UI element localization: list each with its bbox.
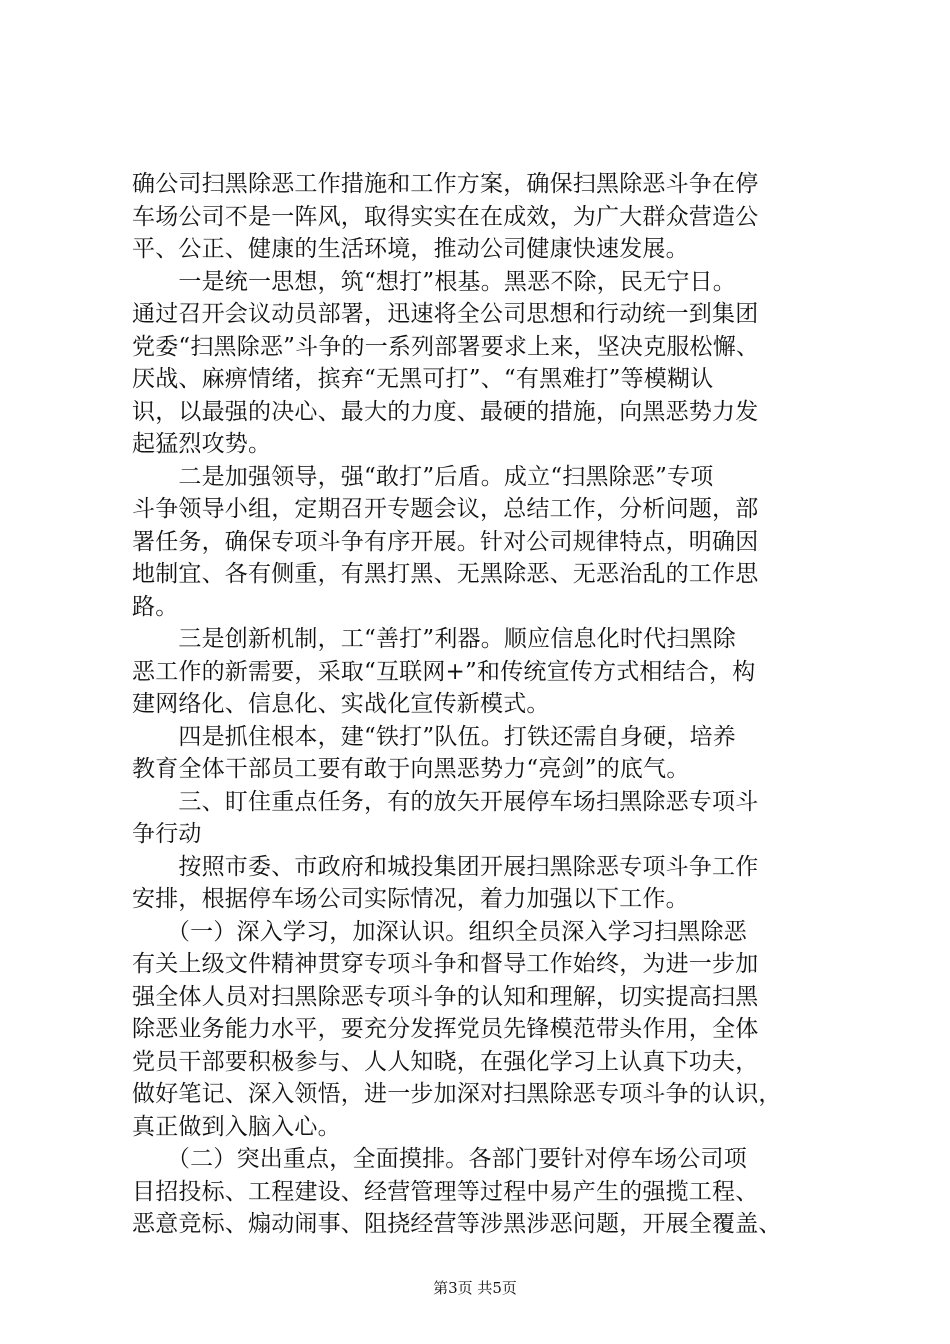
text-line: （一）深入学习，加深认识。组织全员深入学习扫黑除恶: [132, 918, 747, 945]
text-line: 通过召开会议动员部署，迅速将全公司思想和行动统一到集团: [132, 301, 759, 327]
text-line: 按照市委、市政府和城投集团开展扫黑除恶专项斗争工作: [132, 853, 759, 880]
text-line: 强全体人员对扫黑除恶专项斗争的认知和理解，切实提高扫黑: [132, 983, 759, 1010]
text-line: 地制宜、各有侧重，有黑打黑、无黑除恶、无恶治乱的工作思: [132, 561, 759, 587]
text-line: 路。: [132, 593, 179, 620]
section-heading-line: 争行动: [132, 821, 202, 847]
text-line: 真正做到入脑入心。: [132, 1113, 341, 1140]
document-body: [132, 168, 832, 1241]
text-line: 平、公正、健康的生活环境，推动公司健康快速发展。: [132, 236, 689, 262]
text-line: 党员干部要积极参与、人人知晓，在强化学习上认真下功夫，: [132, 1048, 759, 1075]
text-line: 斗争领导小组，定期召开专题会议，总结工作，分析问题，部: [132, 496, 759, 522]
text-line: 除恶业务能力水平，要充分发挥党员先锋模范带头作用，全体: [132, 1016, 759, 1042]
text-line: （二）突出重点，全面摸排。各部门要针对停车场公司项: [132, 1146, 747, 1172]
section-heading-line: 三、盯住重点任务，有的放矢开展停车场扫黑除恶专项斗: [132, 788, 759, 815]
text-line: 建网络化、信息化、实战化宣传新模式。: [132, 691, 550, 717]
text-line: 党委“扫黑除恶”斗争的一系列部署要求上来，坚决克服松懈、: [132, 333, 760, 360]
text-line: 四是抓住根本，建“铁打”队伍。打铁还需自身硬，培养: [132, 723, 736, 750]
text-line: 目招投标、工程建设、经营管理等过程中易产生的强揽工程、: [132, 1178, 759, 1205]
text-line: 识，以最强的决心、最大的力度、最硬的措施，向黑恶势力发: [132, 398, 759, 425]
text-line: 安排，根据停车场公司实际情况，着力加强以下工作。: [132, 886, 689, 912]
text-line: 车场公司不是一阵风，取得实实在在成效，为广大群众营造公: [132, 203, 759, 230]
text-line: 一是统一思想，筑“想打”根基。黑恶不除，民无宁日。: [132, 268, 736, 295]
text-line: 恶工作的新需要，采取“互联网+”和传统宣传方式相结合，构: [132, 658, 756, 685]
text-line: 恶意竞标、煽动闹事、阻挠经营等涉黑涉恶问题，开展全覆盖、: [132, 1211, 782, 1237]
text-line: 教育全体干部员工要有敢于向黑恶势力“亮剑”的底气。: [132, 756, 690, 782]
text-line: 做好笔记、深入领悟，进一步加深对扫黑除恶专项斗争的认识，: [132, 1081, 782, 1107]
text-line: 二是加强领导，强“敢打”后盾。成立“扫黑除恶”专项: [132, 463, 714, 490]
text-line: 三是创新机制，工“善打”利器。顺应信息化时代扫黑除: [132, 626, 736, 652]
text-line: 有关上级文件精神贯穿专项斗争和督导工作始终，为进一步加: [132, 951, 759, 977]
page-number-footer: 第3页 共5页: [433, 1279, 517, 1297]
text-line: 起猛烈攻势。: [132, 431, 272, 457]
text-line: 厌战、麻痹情绪，摈弃“无黑可打”、“有黑难打”等模糊认: [132, 366, 714, 392]
text-line: 署任务，确保专项斗争有序开展。针对公司规律特点，明确因: [132, 528, 759, 555]
text-line: 确公司扫黑除恶工作措施和工作方案，确保扫黑除恶斗争在停: [132, 171, 759, 197]
